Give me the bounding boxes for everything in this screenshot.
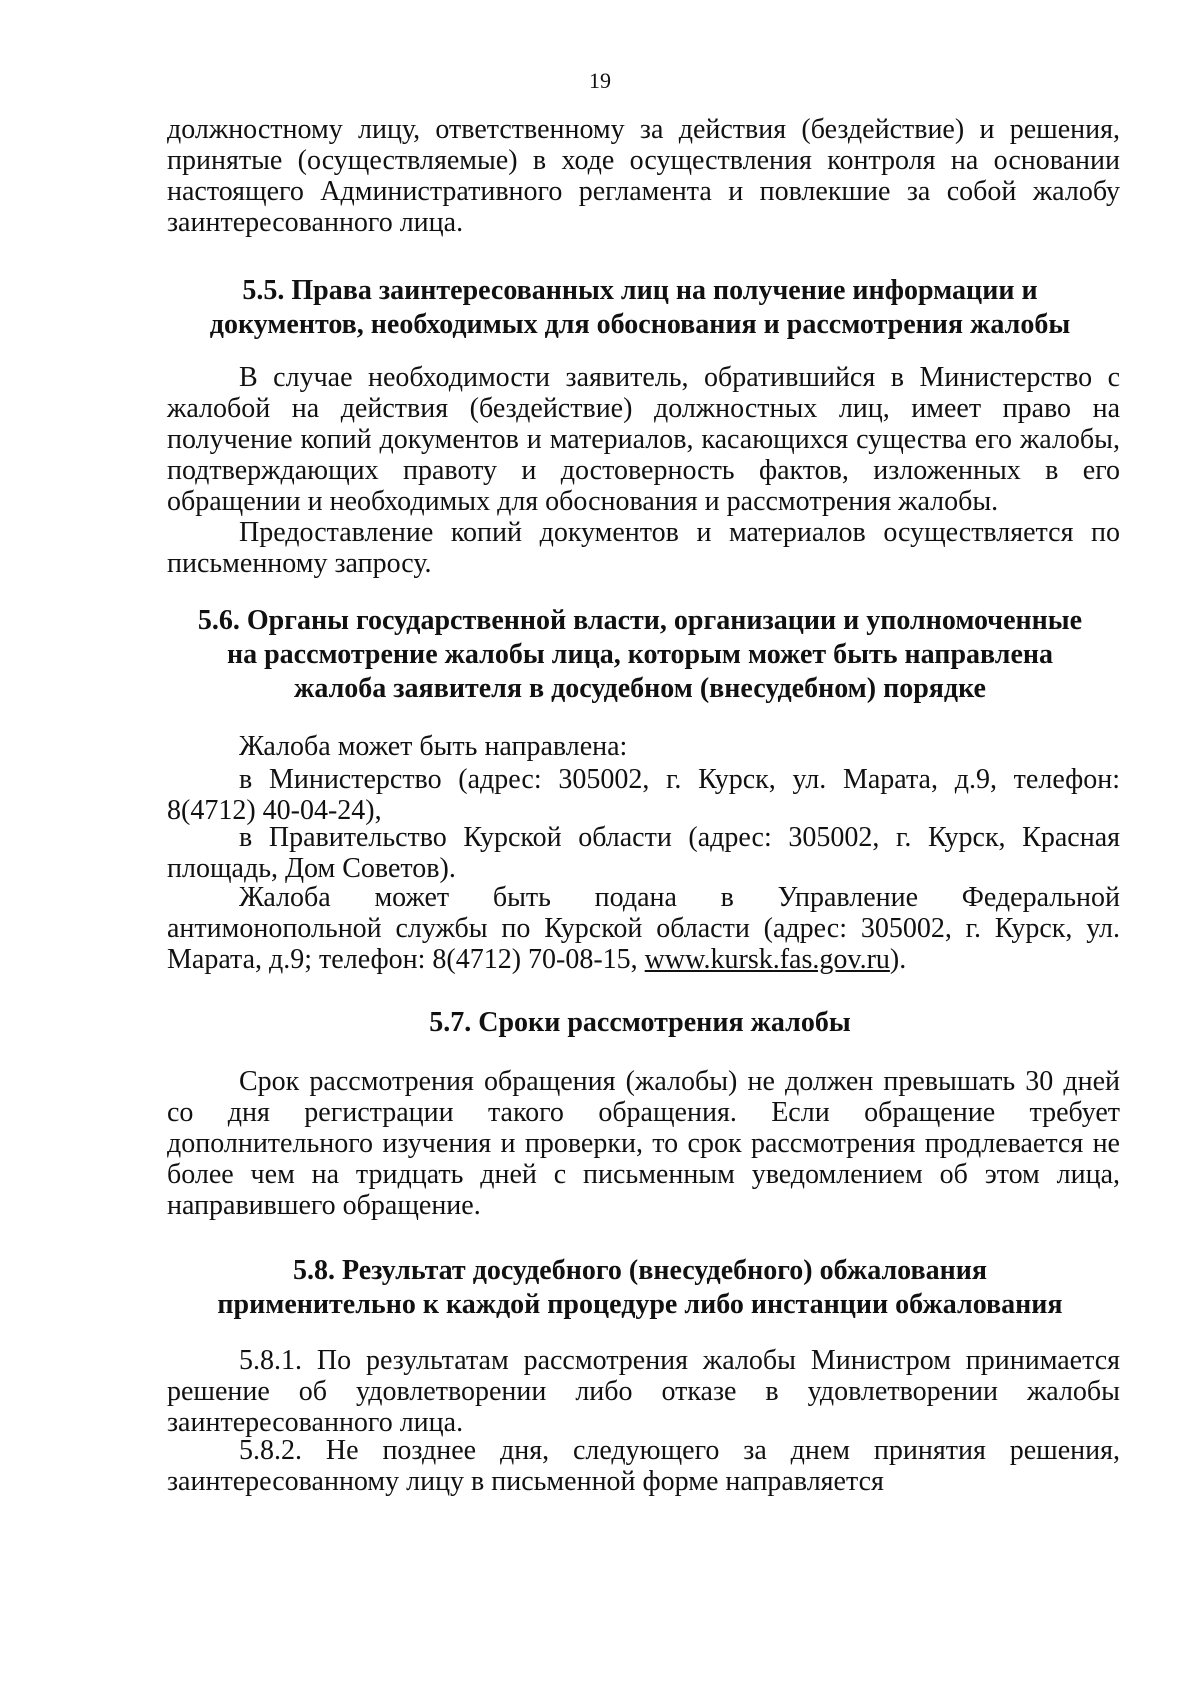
- section-5-5-paragraph-2: Предоставление копий документов и материалов осуществляется по письменному запросу.: [167, 517, 1120, 579]
- section-5-8-title-line1: 5.8. Результат досудебного (внесудебного) обжалования: [292, 1255, 987, 1286]
- section-5-7-heading: [150, 1006, 1130, 1040]
- section-5-7-paragraph-1: Срок рассмотрения обращения (жалобы) не должен превышать 30 дней со дня регистрации такого обращения. Если обращение требует дополнительного изучения и проверки, то срок рассмотрения продлевается не более чем на тридцать дней с письменным уведомлением об этом лица, направившего обращение.: [167, 1066, 1120, 1221]
- section-5-8-title-line2: применительно к каждой процедуре либо инстанции обжалования: [217, 1289, 1063, 1320]
- section-5-8-paragraph-2: 5.8.2. Не позднее дня, следующего за днем принятия решения, заинтересованному лицу в письменной форме направляется: [167, 1435, 1120, 1497]
- section-5-5-title-line2: документов, необходимых для обоснования и рассмотрения жалобы: [209, 309, 1071, 340]
- section-5-6-title-line3: жалоба заявителя в досудебном (внесудебном) порядке: [294, 673, 986, 704]
- section-5-7-title: 5.7. Сроки рассмотрения жалобы: [429, 1007, 851, 1038]
- intro-paragraph: должностному лицу, ответственному за действия (бездействие) и решения, принятые (осуществляемые) в ходе осуществления контроля на основании настоящего Административного регламента и повлекшие за собой жалобу заинтересованного лица.: [167, 114, 1120, 238]
- section-5-6-paragraph-2: в Министерство (адрес: 305002, г. Курск, ул. Марата, д.9, телефон: 8(4712) 40-04-24),: [167, 764, 1120, 826]
- section-5-6-title-line1: 5.6. Органы государственной власти, организации и уполномоченные: [197, 605, 1083, 636]
- section-5-6-paragraph-3: в Правительство Курской области (адрес: 305002, г. Курск, Красная площадь, Дом Советов).: [167, 822, 1120, 884]
- section-5-8-heading: [150, 1254, 1130, 1322]
- section-5-6-heading: [150, 604, 1130, 706]
- section-5-5-paragraph-1: В случае необходимости заявитель, обратившийся в Министерство с жалобой на действия (бездействие) должностных лиц, имеет право на получение копий документов и материалов, касающихся существа его жалобы, подтверждающих правоту и достоверность фактов, изложенных в его обращении и необходимых для обоснования и рассмотрения жалобы.: [167, 362, 1120, 517]
- section-5-6-paragraph-4: [167, 882, 1120, 975]
- section-5-5-heading: [150, 274, 1130, 342]
- section-5-8-paragraph-1: 5.8.1. По результатам рассмотрения жалобы Министром принимается решение об удовлетворении либо отказе в удовлетворении жалобы заинтересованного лица.: [167, 1345, 1120, 1438]
- page-number: 19: [589, 68, 611, 93]
- section-5-6-paragraph-4-text: Жалоба может быть подана в Управление Федеральной антимонопольной службы по Курской области (адрес: 305002, г. Курск, ул. Марата, д.9; телефон: 8(4712) 70-08-15,: [167, 882, 1120, 975]
- fas-website-link[interactable]: www.kursk.fas.gov.ru: [644, 944, 890, 975]
- section-5-6-paragraph-4-end: ).: [889, 944, 907, 975]
- section-5-5-title-line1: 5.5. Права заинтересованных лиц на получение информации и: [242, 275, 1038, 306]
- section-5-6-paragraph-1: Жалоба может быть направлена:: [239, 731, 628, 762]
- section-5-6-title-line2: на рассмотрение жалобы лица, которым может быть направлена: [226, 639, 1054, 670]
